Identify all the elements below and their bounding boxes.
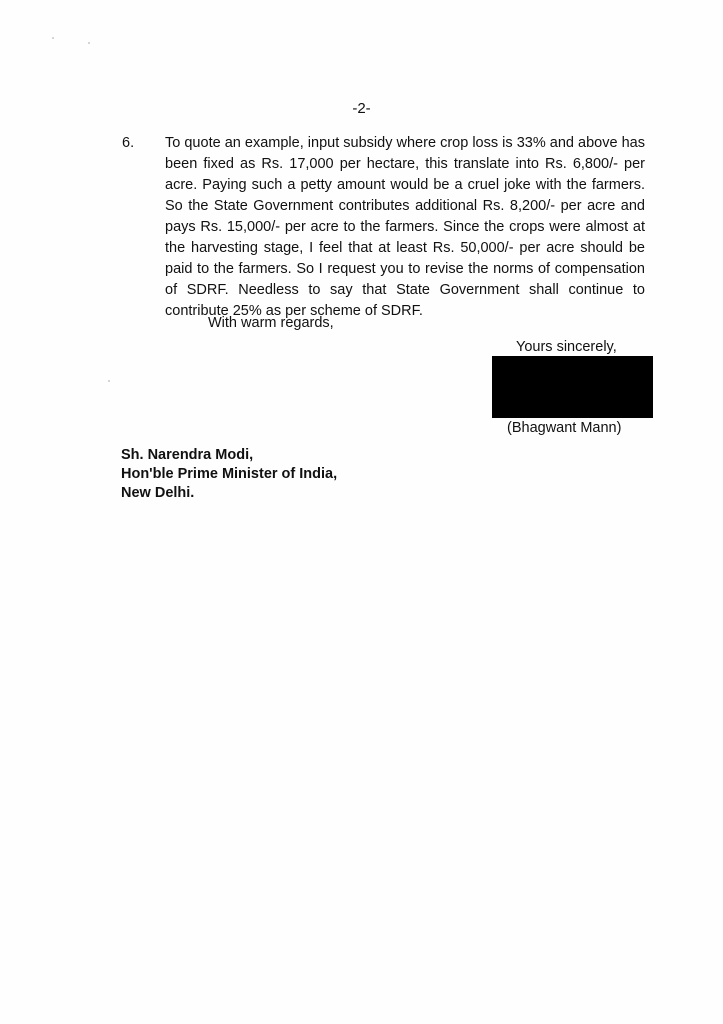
scan-speck xyxy=(52,37,54,39)
valediction: Yours sincerely, xyxy=(516,339,617,355)
addressee-block xyxy=(121,446,337,503)
signatory-name: (Bhagwant Mann) xyxy=(507,420,622,436)
scan-speck xyxy=(88,42,90,44)
paragraph-number: 6. xyxy=(122,135,135,151)
addressee-name: Sh. Narendra Modi, xyxy=(121,447,254,463)
addressee-title: Hon'ble Prime Minister of India, xyxy=(121,466,338,482)
page-number: -2- xyxy=(352,100,371,117)
closing-line: With warm regards, xyxy=(208,315,334,331)
paragraph-text: To quote an example, input subsidy where crop loss is 33% and above has been fixed as Rs. 17,000 per hectare, this translate into Rs. 6,800/- per acre. Paying such a petty amount would be a cruel joke with the farmers. So the State Government contributes additional Rs. 8,200/- per acre and pays Rs. 15,000/- per acre to the farmers. Since the crops were almost at the harvesting stage, I feel that at least Rs. 50,000/- per acre should be paid to the farmers. So I request you to revise the norms of compensation of SDRF. Needless to say that State Government shall continue to contribute 25% as per scheme of SDRF. xyxy=(165,135,645,319)
redacted-signature xyxy=(492,356,653,418)
addressee-location: New Delhi. xyxy=(121,485,195,501)
scan-speck xyxy=(108,380,110,382)
